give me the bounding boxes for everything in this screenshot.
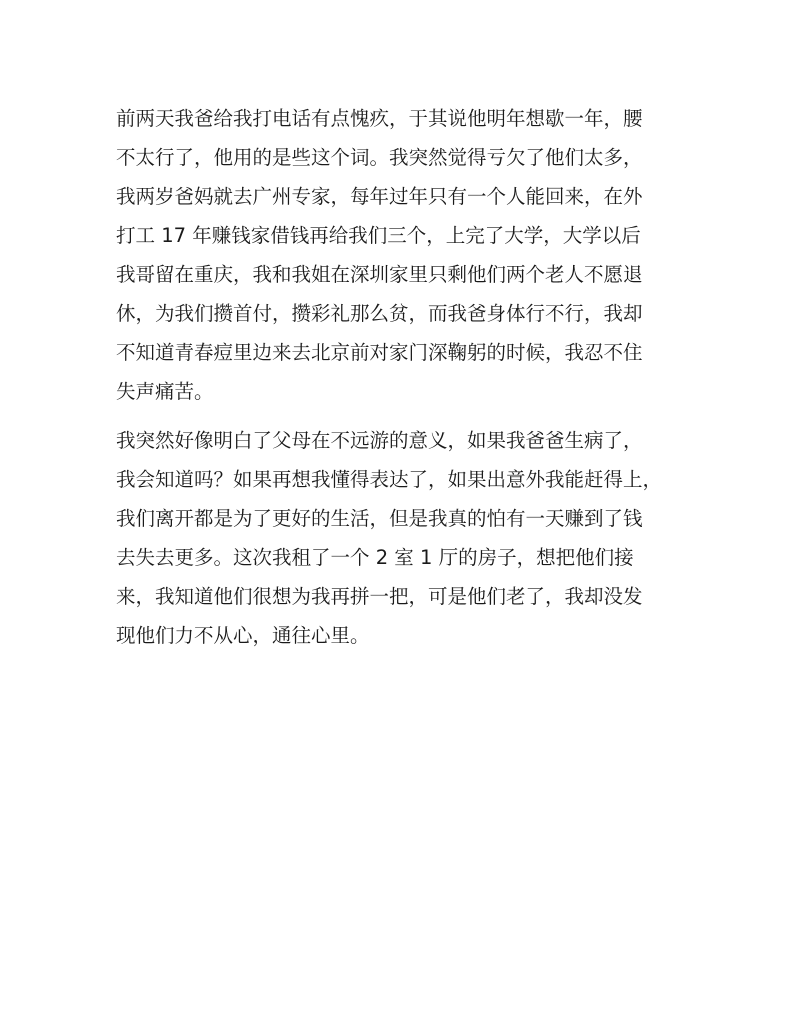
- paragraph-line: 不太行了，他用的是些这个词。我突然觉得亏欠了他们太多，: [116, 146, 643, 169]
- paragraph-1: [116, 99, 686, 411]
- paragraph-line: 去失去更多。这次我租了一个 2 室 1 厅的房子，想把他们接: [116, 546, 634, 569]
- document-body: [116, 99, 686, 655]
- paragraph-line: 我两岁爸妈就去广州专家，每年过年只有一个人能回来，在外: [116, 185, 643, 208]
- paragraph-spacer: [116, 411, 686, 421]
- paragraph-line: 来，我知道他们很想为我再拼一把，可是他们老了，我却没发: [116, 585, 643, 608]
- paragraph-line: 休，为我们攒首付，攒彩礼那么贫，而我爸身体行不行，我却: [116, 302, 643, 325]
- paragraph-line: 现他们力不从心，通往心里。: [116, 624, 370, 647]
- paragraph-line: 前两天我爸给我打电话有点愧疚，于其说他明年想歇一年，腰: [116, 107, 643, 130]
- paragraph-line: 打工 17 年赚钱家借钱再给我们三个，上完了大学，大学以后: [116, 224, 641, 247]
- paragraph-line: 我会知道吗？如果再想我懂得表达了，如果出意外我能赶得上，: [116, 468, 663, 491]
- paragraph-line: 我突然好像明白了父母在不远游的意义，如果我爸爸生病了，: [116, 429, 643, 452]
- paragraph-2: [116, 421, 686, 655]
- paragraph-line: 不知道青春痘里边来去北京前对家门深鞠躬的时候，我忍不住: [116, 341, 643, 364]
- paragraph-line: 我哥留在重庆，我和我姐在深圳家里只剩他们两个老人不愿退: [116, 263, 643, 286]
- paragraph-line: 失声痛苦。: [116, 380, 214, 403]
- paragraph-line: 我们离开都是为了更好的生活，但是我真的怕有一天赚到了钱: [116, 507, 643, 530]
